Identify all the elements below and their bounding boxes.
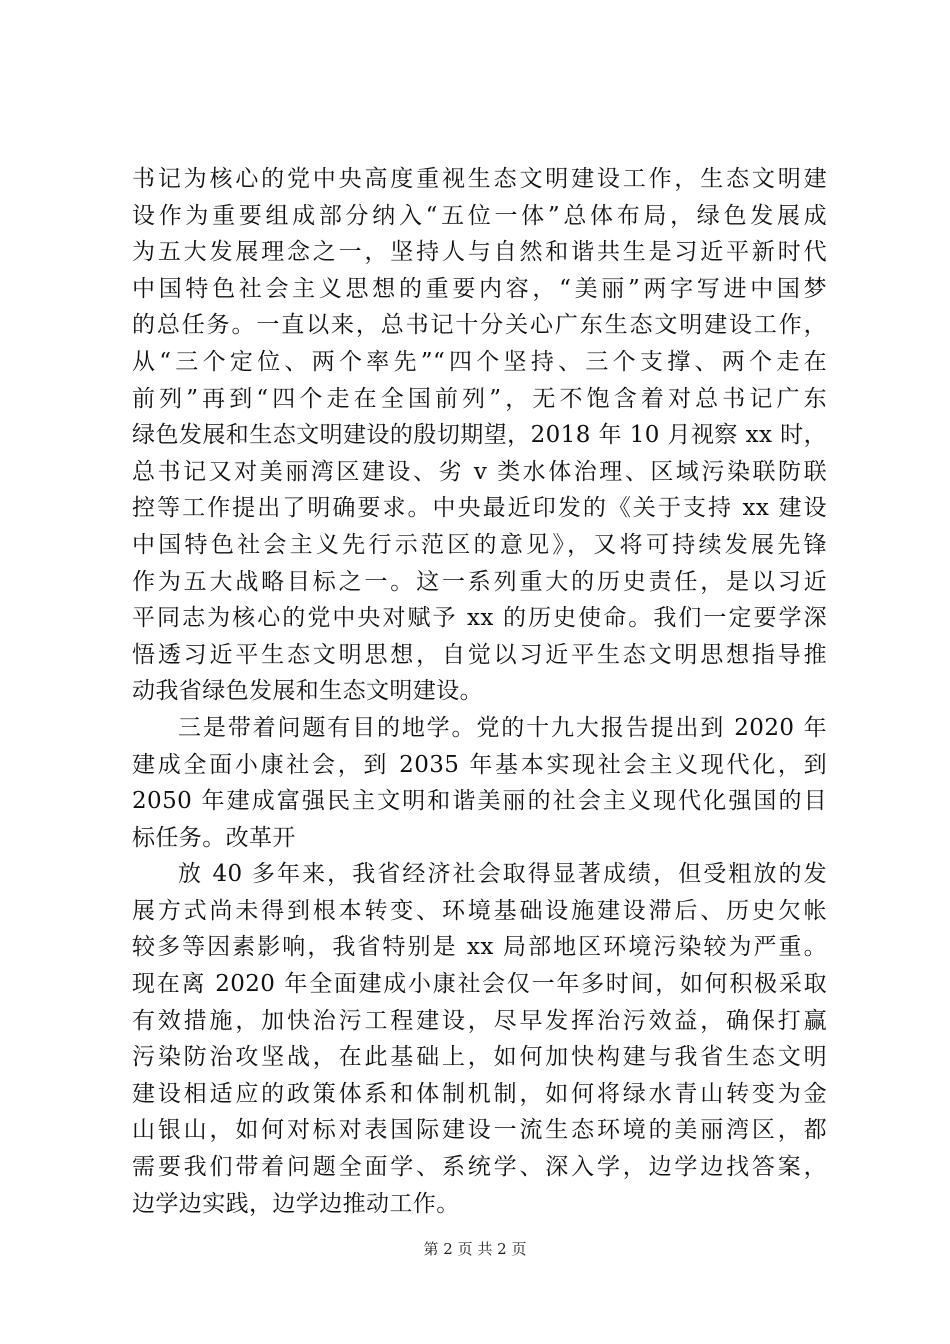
text-line: 的总任务。一直以来，总书记十分关心广东生态文明建设工作， — [132, 312, 827, 339]
text-line: 现在离 2020 年全面建成小康社会仅一年多时间，如何积极采取 — [132, 971, 827, 998]
text-line: 绿色发展和生态文明建设的殷切期望，2018 年 10 月视察 xx 时， — [132, 422, 827, 449]
text-line: 较多等因素影响，我省特别是 xx 局部地区环境污染较为严重。 — [132, 934, 827, 961]
text-line: 总书记又对美丽湾区建设、劣 v 类水体治理、区域污染联防联 — [132, 458, 827, 485]
text-line: 三是带着问题有目的地学。党的十九大报告提出到 2020 年 — [178, 714, 827, 741]
text-line: 书记为核心的党中央高度重视生态文明建设工作，生态文明建 — [132, 166, 827, 192]
text-line: 有效措施，加快治污工程建设，尽早发挥治污效益，确保打赢 — [132, 1007, 827, 1034]
text-line: 建设相适应的政策体系和体制机制，如何将绿水青山转变为金 — [132, 1080, 827, 1107]
text-line: 展方式尚未得到根本转变、环境基础设施建设滞后、历史欠帐 — [132, 897, 827, 924]
text-line: 标任务。改革开 — [132, 824, 296, 851]
text-line: 建成全面小康社会，到 2035 年基本实现社会主义现代化，到 — [132, 751, 827, 778]
text-line: 动我省绿色发展和生态文明建设。 — [132, 678, 483, 705]
text-line: 作为五大战略目标之一。这一系列重大的历史责任，是以习近 — [132, 568, 827, 595]
text-line: 从“三个定位、两个率先”“四个坚持、三个支撑、两个走在 — [132, 348, 827, 375]
page-footer — [0, 1239, 950, 1259]
text-line: 控等工作提出了明确要求。中央最近印发的《关于支持 xx 建设 — [132, 495, 827, 522]
text-line: 边学边实践，边学边推动工作。 — [132, 1190, 460, 1217]
text-line: 山银山，如何对标对表国际建设一流生态环境的美丽湾区，都 — [132, 1117, 827, 1144]
text-line: 设作为重要组成部分纳入“五位一体”总体布局，绿色发展成 — [132, 202, 827, 229]
text-line: 需要我们带着问题全面学、系统学、深入学，边学边找答案， — [132, 1154, 827, 1181]
text-line: 悟透习近平生态文明思想，自觉以习近平生态文明思想指导推 — [132, 641, 827, 668]
text-line: 放 40 多年来，我省经济社会取得显著成绩，但受粗放的发 — [178, 861, 827, 888]
text-line: 污染防治攻坚战，在此基础上，如何加快构建与我省生态文明 — [132, 1044, 827, 1071]
text-line: 2050 年建成富强民主文明和谐美丽的社会主义现代化强国的目 — [132, 788, 827, 815]
text-line: 前列”再到“四个走在全国前列”，无不饱含着对总书记广东 — [132, 385, 827, 412]
body-text — [132, 161, 827, 1222]
text-line: 为五大发展理念之一，坚持人与自然和谐共生是习近平新时代 — [132, 239, 827, 266]
text-line: 中国特色社会主义先行示范区的意见》，又将可持续发展先锋 — [132, 531, 827, 558]
page-number-label: 第 2 页 共 2 页 — [423, 1240, 527, 1258]
text-line: 中国特色社会主义思想的重要内容，“美丽”两字写进中国梦 — [132, 275, 827, 302]
text-line: 平同志为核心的党中央对赋予 xx 的历史使命。我们一定要学深 — [132, 605, 827, 632]
